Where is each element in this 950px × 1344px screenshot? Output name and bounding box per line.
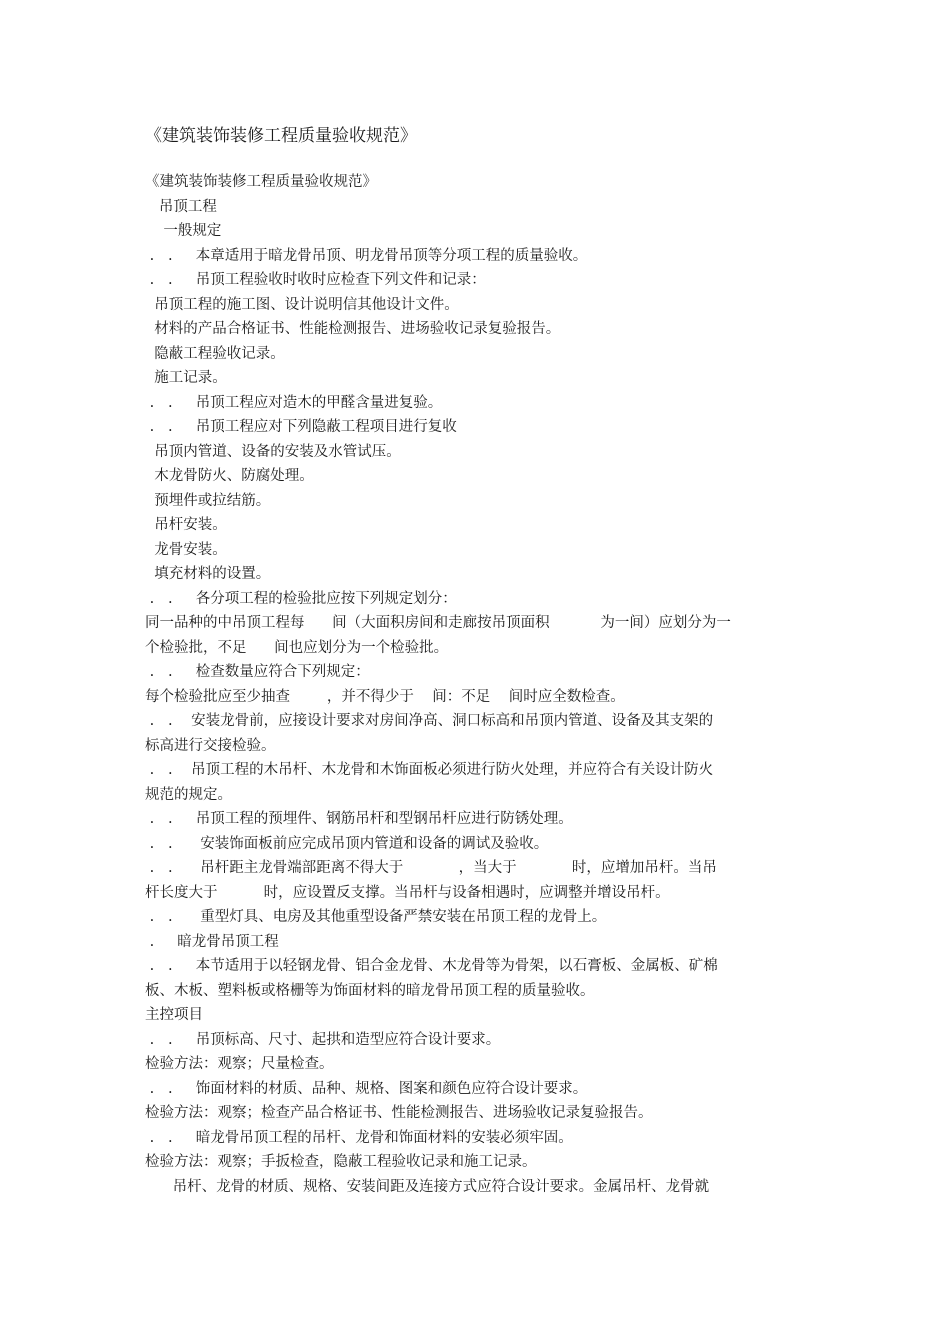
text-line: 施工记录。 [145,370,227,386]
text-line: . . 安装龙骨前，应接设计要求对房间净高、洞口标高和吊顶内管道、设备及其支架的 [145,713,714,729]
text-line: . . 吊顶工程验收时收时应检查下列文件和记录： [145,272,486,288]
text-line: 《建筑装饰装修工程质量验收规范》 [145,174,377,190]
text-line: . . 各分项工程的检验批应按下列规定划分： [145,590,457,607]
text-line: 吊杆安装。 [145,517,227,533]
text-line: 标高进行交接检验。 [145,737,276,754]
text-line: . . 吊顶工程的预埋件、钢筋吊杆和型钢吊杆应进行防锈处理。 [145,811,573,827]
text-line: . 暗龙骨吊顶工程 [145,933,279,950]
text-line: 杆长度大于 时，应设置反支撑。当吊杆与设备相遇时，应调整并增设吊杆。 [145,884,670,901]
text-line: . . 吊顶工程应对下列隐蔽工程项目进行复收 [145,419,457,435]
text-line: 个检验批，不足 间也应划分为一个检验批。 [145,639,449,656]
text-line: 吊顶工程 [145,198,217,215]
text-line: 预埋件或拉结筋。 [145,492,271,509]
text-line: . . 吊顶标高、尺寸、起拱和造型应符合设计要求。 [145,1031,501,1048]
text-line: 吊杆、龙骨的材质、规格、安装间距及连接方式应符合设计要求。金属吊杆、龙骨就 [145,1178,710,1195]
text-line: 检验方法：观察；检查产品合格证书、性能检测报告、进场验收记录复验报告。 [145,1105,653,1121]
text-line: 每个检验批应至少抽查 ，并不得少于 间：不足 间时应全数检查。 [145,688,625,705]
text-line: . . 重型灯具、电房及其他重型设备严禁安装在吊顶工程的龙骨上。 [145,909,607,925]
text-line: . . 饰面材料的材质、品种、规格、图案和颜色应符合设计要求。 [145,1080,588,1097]
text-line: 材料的产品合格证书、性能检测报告、进场验收记录复验报告。 [145,321,561,337]
text-line: 主控项目 [145,1007,203,1023]
text-line: 同一品种的中吊顶工程每 间（大面积房间和走廊按吊顶面积 为一间）应划分为一 [145,615,731,631]
text-line: 检验方法：观察；尺量检查。 [145,1056,334,1072]
text-line: . . 安装饰面板前应完成吊顶内管道和设备的调试及验收。 [145,835,549,852]
text-line: . . 本节适用于以轻钢龙骨、铝合金龙骨、木龙骨等为骨架，以石膏板、金属板、矿棉 [145,958,718,974]
text-line: 一般规定 [145,223,222,239]
text-line: 填充材料的设置。 [145,566,271,582]
text-line: . . 吊顶工程应对造木的甲醛含量进复验。 [145,394,443,411]
text-line: 检验方法：观察；手扳检查，隐蔽工程验收记录和施工记录。 [145,1154,537,1170]
text-line: 吊顶工程的施工图、设计说明信其他设计文件。 [145,296,459,313]
text-line: . . 暗龙骨吊顶工程的吊杆、龙骨和饰面材料的安装必须牢固。 [145,1129,573,1146]
text-line: 隐蔽工程验收记录。 [145,345,285,362]
text-line: 规范的规定。 [145,786,232,803]
text-line: 吊顶内管道、设备的安装及水管试压。 [145,443,401,460]
text-line: . . 本章适用于暗龙骨吊顶、明龙骨吊顶等分项工程的质量验收。 [145,247,588,264]
text-line: 龙骨安装。 [145,541,227,558]
document-title: 《建筑装饰装修工程质量验收规范》 [145,126,417,146]
text-line: . . 吊顶工程的木吊杆、木龙骨和木饰面板必须进行防火处理，并应符合有关设计防火 [145,762,714,778]
text-line: 木龙骨防火、防腐处理。 [145,468,314,484]
text-line: . . 检查数量应符合下列规定： [145,664,370,680]
text-line: 板、木板、塑料板或格栅等为饰面材料的暗龙骨吊顶工程的质量验收。 [145,982,595,999]
text-line: . . 吊杆距主龙骨端部距离不得大于 ，当大于 时，应增加吊杆。当吊 [145,860,717,876]
